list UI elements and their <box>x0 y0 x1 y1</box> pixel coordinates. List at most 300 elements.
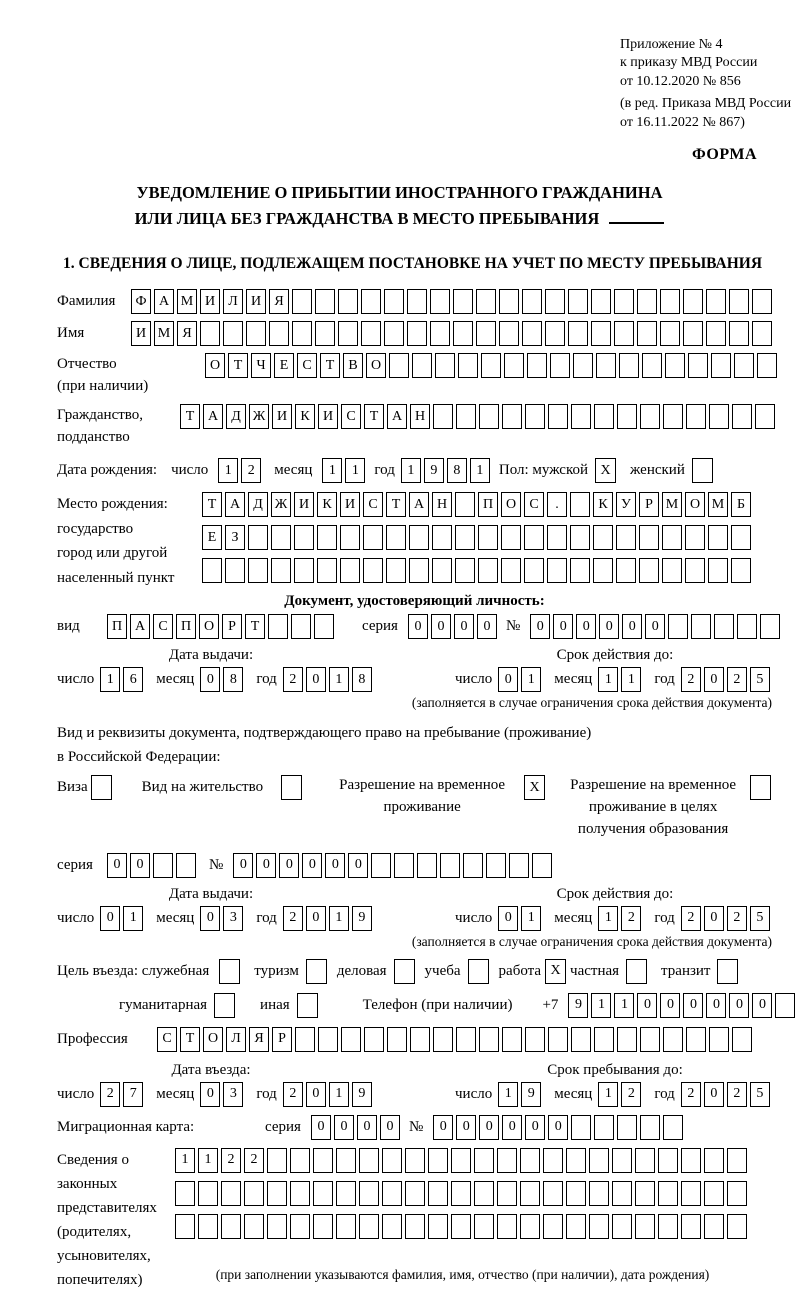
char-cell[interactable]: 0 <box>100 906 120 931</box>
char-cell[interactable] <box>593 558 613 583</box>
char-cell[interactable] <box>665 353 685 378</box>
char-cell[interactable] <box>291 614 311 639</box>
char-cell[interactable] <box>640 1115 660 1140</box>
char-cell[interactable]: К <box>593 492 613 517</box>
char-cell[interactable] <box>451 1214 471 1239</box>
char-cell[interactable] <box>248 525 268 550</box>
char-cell[interactable] <box>451 1148 471 1173</box>
char-cell[interactable]: 0 <box>683 993 703 1018</box>
char-cell[interactable]: 1 <box>521 906 541 931</box>
char-cell[interactable] <box>432 525 452 550</box>
char-cell[interactable]: 0 <box>704 1082 724 1107</box>
char-cell[interactable]: Д <box>226 404 246 429</box>
char-cell[interactable] <box>497 1181 517 1206</box>
char-cell[interactable]: Т <box>180 404 200 429</box>
stay-issue-day-cells[interactable] <box>100 906 146 931</box>
char-cell[interactable]: Т <box>364 404 384 429</box>
char-cell[interactable] <box>428 1214 448 1239</box>
char-cell[interactable] <box>568 321 588 346</box>
char-cell[interactable] <box>663 404 683 429</box>
char-cell[interactable] <box>731 525 751 550</box>
char-cell[interactable]: Я <box>269 289 289 314</box>
char-cell[interactable] <box>589 1148 609 1173</box>
char-cell[interactable] <box>691 614 711 639</box>
char-cell[interactable] <box>591 289 611 314</box>
char-cell[interactable]: 2 <box>283 1082 303 1107</box>
char-cell[interactable]: 0 <box>306 1082 326 1107</box>
char-cell[interactable]: 1 <box>498 1082 518 1107</box>
profession-cells[interactable] <box>157 1027 755 1052</box>
char-cell[interactable] <box>292 321 312 346</box>
stay-series-cells[interactable] <box>107 853 199 878</box>
surname-cells[interactable] <box>131 289 775 314</box>
char-cell[interactable]: 1 <box>100 667 120 692</box>
char-cell[interactable]: 3 <box>223 1082 243 1107</box>
char-cell[interactable] <box>455 525 475 550</box>
char-cell[interactable] <box>639 525 659 550</box>
char-cell[interactable]: Я <box>177 321 197 346</box>
char-cell[interactable]: С <box>363 492 383 517</box>
char-cell[interactable] <box>175 1214 195 1239</box>
char-cell[interactable]: 2 <box>681 906 701 931</box>
char-cell[interactable]: Е <box>274 353 294 378</box>
char-cell[interactable]: 8 <box>447 458 467 483</box>
char-cell[interactable] <box>223 321 243 346</box>
char-cell[interactable]: 0 <box>357 1115 377 1140</box>
char-cell[interactable] <box>727 1181 747 1206</box>
char-cell[interactable] <box>635 1214 655 1239</box>
char-cell[interactable] <box>708 525 728 550</box>
char-cell[interactable] <box>729 289 749 314</box>
char-cell[interactable] <box>617 404 637 429</box>
char-cell[interactable]: 2 <box>727 906 747 931</box>
char-cell[interactable]: 0 <box>306 906 326 931</box>
entry-month-cells[interactable] <box>200 1082 246 1107</box>
char-cell[interactable] <box>455 558 475 583</box>
char-cell[interactable] <box>479 404 499 429</box>
char-cell[interactable] <box>428 1148 448 1173</box>
char-cell[interactable] <box>244 1214 264 1239</box>
char-cell[interactable] <box>313 1181 333 1206</box>
purpose-official-checkbox[interactable] <box>219 959 240 984</box>
purpose-private-checkbox[interactable] <box>626 959 647 984</box>
char-cell[interactable] <box>685 558 705 583</box>
birthplace-row2-cells[interactable] <box>202 525 754 550</box>
char-cell[interactable] <box>550 353 570 378</box>
char-cell[interactable] <box>570 558 590 583</box>
char-cell[interactable] <box>317 558 337 583</box>
char-cell[interactable] <box>405 1148 425 1173</box>
char-cell[interactable]: 2 <box>727 1082 747 1107</box>
char-cell[interactable]: 0 <box>279 853 299 878</box>
char-cell[interactable] <box>681 1181 701 1206</box>
char-cell[interactable] <box>198 1214 218 1239</box>
char-cell[interactable]: Р <box>272 1027 292 1052</box>
char-cell[interactable]: 9 <box>521 1082 541 1107</box>
char-cell[interactable] <box>732 404 752 429</box>
char-cell[interactable] <box>478 525 498 550</box>
char-cell[interactable] <box>571 1027 591 1052</box>
edu-permit-checkbox[interactable] <box>750 775 771 800</box>
char-cell[interactable] <box>336 1214 356 1239</box>
char-cell[interactable] <box>474 1148 494 1173</box>
purpose-humanitarian-checkbox[interactable] <box>214 993 235 1018</box>
residence-permit-checkbox[interactable] <box>281 775 302 800</box>
char-cell[interactable] <box>295 1027 315 1052</box>
char-cell[interactable]: 0 <box>704 906 724 931</box>
char-cell[interactable] <box>361 321 381 346</box>
char-cell[interactable] <box>612 1181 632 1206</box>
char-cell[interactable] <box>317 525 337 550</box>
temp-permit-checkbox[interactable]: X <box>524 775 545 800</box>
doc-valid-day-cells[interactable] <box>498 667 544 692</box>
char-cell[interactable]: З <box>225 525 245 550</box>
char-cell[interactable] <box>499 289 519 314</box>
char-cell[interactable] <box>409 525 429 550</box>
birth-year-cells[interactable] <box>401 458 493 483</box>
char-cell[interactable]: 9 <box>568 993 588 1018</box>
char-cell[interactable] <box>340 525 360 550</box>
char-cell[interactable] <box>704 1148 724 1173</box>
char-cell[interactable] <box>704 1214 724 1239</box>
char-cell[interactable]: 2 <box>681 667 701 692</box>
purpose-study-checkbox[interactable] <box>468 959 489 984</box>
char-cell[interactable]: К <box>317 492 337 517</box>
char-cell[interactable]: 0 <box>553 614 573 639</box>
char-cell[interactable] <box>662 525 682 550</box>
char-cell[interactable] <box>570 492 590 517</box>
char-cell[interactable] <box>593 525 613 550</box>
char-cell[interactable] <box>660 289 680 314</box>
char-cell[interactable]: 1 <box>329 667 349 692</box>
char-cell[interactable] <box>455 492 475 517</box>
char-cell[interactable]: А <box>409 492 429 517</box>
char-cell[interactable] <box>708 558 728 583</box>
char-cell[interactable]: 1 <box>329 1082 349 1107</box>
char-cell[interactable]: И <box>200 289 220 314</box>
char-cell[interactable]: 0 <box>107 853 127 878</box>
given-name-cells[interactable] <box>131 321 775 346</box>
char-cell[interactable] <box>568 289 588 314</box>
char-cell[interactable]: С <box>157 1027 177 1052</box>
char-cell[interactable]: Ж <box>249 404 269 429</box>
char-cell[interactable]: 0 <box>660 993 680 1018</box>
citizenship-cells[interactable] <box>180 404 778 429</box>
char-cell[interactable]: 5 <box>750 1082 770 1107</box>
char-cell[interactable] <box>267 1181 287 1206</box>
char-cell[interactable] <box>294 558 314 583</box>
char-cell[interactable] <box>731 558 751 583</box>
char-cell[interactable]: 0 <box>530 614 550 639</box>
char-cell[interactable] <box>711 353 731 378</box>
char-cell[interactable]: 1 <box>198 1148 218 1173</box>
char-cell[interactable]: Р <box>639 492 659 517</box>
char-cell[interactable] <box>594 404 614 429</box>
purpose-business-checkbox[interactable] <box>394 959 415 984</box>
char-cell[interactable] <box>714 614 734 639</box>
doc-number-cells[interactable] <box>530 614 783 639</box>
char-cell[interactable] <box>737 614 757 639</box>
char-cell[interactable] <box>566 1181 586 1206</box>
char-cell[interactable] <box>463 853 483 878</box>
char-cell[interactable] <box>566 1214 586 1239</box>
char-cell[interactable]: 0 <box>256 853 276 878</box>
char-cell[interactable] <box>478 558 498 583</box>
representatives-row3-cells[interactable] <box>175 1214 750 1239</box>
char-cell[interactable] <box>706 321 726 346</box>
char-cell[interactable]: 8 <box>223 667 243 692</box>
char-cell[interactable]: 0 <box>431 614 451 639</box>
char-cell[interactable] <box>573 353 593 378</box>
char-cell[interactable]: 1 <box>621 667 641 692</box>
representatives-row1-cells[interactable] <box>175 1148 750 1173</box>
char-cell[interactable] <box>663 1115 683 1140</box>
doc-issue-day-cells[interactable] <box>100 667 146 692</box>
char-cell[interactable]: 2 <box>100 1082 120 1107</box>
char-cell[interactable] <box>704 1181 724 1206</box>
char-cell[interactable]: О <box>501 492 521 517</box>
char-cell[interactable] <box>594 1115 614 1140</box>
char-cell[interactable] <box>384 289 404 314</box>
stay-issue-month-cells[interactable] <box>200 906 246 931</box>
char-cell[interactable]: 2 <box>241 458 261 483</box>
char-cell[interactable]: 1 <box>598 906 618 931</box>
patronymic-cells[interactable] <box>205 353 780 378</box>
char-cell[interactable]: 9 <box>352 906 372 931</box>
char-cell[interactable] <box>481 353 501 378</box>
char-cell[interactable]: 0 <box>325 853 345 878</box>
char-cell[interactable] <box>428 1181 448 1206</box>
char-cell[interactable] <box>386 558 406 583</box>
char-cell[interactable] <box>394 853 414 878</box>
char-cell[interactable]: 6 <box>123 667 143 692</box>
char-cell[interactable]: 5 <box>750 906 770 931</box>
char-cell[interactable] <box>522 289 542 314</box>
char-cell[interactable] <box>520 1148 540 1173</box>
char-cell[interactable] <box>290 1181 310 1206</box>
char-cell[interactable] <box>410 1027 430 1052</box>
birthplace-row3-cells[interactable] <box>202 558 754 583</box>
char-cell[interactable]: В <box>343 353 363 378</box>
char-cell[interactable] <box>176 853 196 878</box>
char-cell[interactable]: 2 <box>621 1082 641 1107</box>
char-cell[interactable]: 1 <box>345 458 365 483</box>
char-cell[interactable] <box>198 1181 218 1206</box>
char-cell[interactable] <box>417 853 437 878</box>
char-cell[interactable]: 0 <box>200 1082 220 1107</box>
char-cell[interactable]: 0 <box>408 614 428 639</box>
doc-kind-cells[interactable] <box>107 614 337 639</box>
char-cell[interactable] <box>451 1181 471 1206</box>
char-cell[interactable] <box>387 1027 407 1052</box>
phone-cells[interactable] <box>568 993 798 1018</box>
char-cell[interactable] <box>637 321 657 346</box>
char-cell[interactable]: Т <box>320 353 340 378</box>
char-cell[interactable] <box>456 1027 476 1052</box>
char-cell[interactable]: П <box>107 614 127 639</box>
char-cell[interactable] <box>732 1027 752 1052</box>
purpose-transit-checkbox[interactable] <box>717 959 738 984</box>
char-cell[interactable] <box>430 289 450 314</box>
char-cell[interactable] <box>271 558 291 583</box>
char-cell[interactable] <box>596 353 616 378</box>
char-cell[interactable] <box>658 1181 678 1206</box>
char-cell[interactable] <box>341 1027 361 1052</box>
char-cell[interactable]: 2 <box>283 667 303 692</box>
char-cell[interactable]: 9 <box>424 458 444 483</box>
char-cell[interactable]: 0 <box>622 614 642 639</box>
char-cell[interactable] <box>525 404 545 429</box>
char-cell[interactable] <box>617 1027 637 1052</box>
birth-day-cells[interactable] <box>218 458 264 483</box>
char-cell[interactable]: 0 <box>706 993 726 1018</box>
char-cell[interactable]: О <box>205 353 225 378</box>
char-cell[interactable]: 0 <box>479 1115 499 1140</box>
char-cell[interactable] <box>384 321 404 346</box>
char-cell[interactable] <box>221 1181 241 1206</box>
char-cell[interactable]: 5 <box>750 667 770 692</box>
char-cell[interactable] <box>435 353 455 378</box>
stay-valid-year-cells[interactable] <box>681 906 773 931</box>
char-cell[interactable]: 0 <box>704 667 724 692</box>
char-cell[interactable] <box>244 1181 264 1206</box>
char-cell[interactable]: 2 <box>621 906 641 931</box>
char-cell[interactable]: 2 <box>283 906 303 931</box>
char-cell[interactable] <box>382 1181 402 1206</box>
char-cell[interactable] <box>635 1181 655 1206</box>
char-cell[interactable] <box>688 353 708 378</box>
char-cell[interactable]: Л <box>223 289 243 314</box>
char-cell[interactable] <box>364 1027 384 1052</box>
char-cell[interactable]: 1 <box>598 667 618 692</box>
char-cell[interactable] <box>382 1214 402 1239</box>
char-cell[interactable] <box>545 289 565 314</box>
char-cell[interactable] <box>497 1148 517 1173</box>
char-cell[interactable] <box>686 1027 706 1052</box>
char-cell[interactable] <box>548 1027 568 1052</box>
char-cell[interactable] <box>752 289 772 314</box>
char-cell[interactable]: 0 <box>477 614 497 639</box>
char-cell[interactable]: 0 <box>456 1115 476 1140</box>
char-cell[interactable] <box>433 1027 453 1052</box>
char-cell[interactable] <box>486 853 506 878</box>
sex-female-checkbox[interactable] <box>692 458 713 483</box>
char-cell[interactable] <box>668 614 688 639</box>
char-cell[interactable]: . <box>547 492 567 517</box>
char-cell[interactable]: 0 <box>311 1115 331 1140</box>
char-cell[interactable]: Н <box>410 404 430 429</box>
char-cell[interactable] <box>476 321 496 346</box>
char-cell[interactable]: У <box>616 492 636 517</box>
char-cell[interactable]: А <box>130 614 150 639</box>
char-cell[interactable]: 0 <box>498 667 518 692</box>
char-cell[interactable]: 1 <box>329 906 349 931</box>
char-cell[interactable] <box>685 525 705 550</box>
char-cell[interactable] <box>752 321 772 346</box>
char-cell[interactable] <box>757 353 777 378</box>
birthplace-row1-cells[interactable] <box>202 492 754 517</box>
char-cell[interactable] <box>315 289 335 314</box>
purpose-work-checkbox[interactable]: X <box>545 959 566 984</box>
char-cell[interactable] <box>525 1027 545 1052</box>
char-cell[interactable] <box>566 1148 586 1173</box>
char-cell[interactable] <box>543 1214 563 1239</box>
char-cell[interactable]: 1 <box>614 993 634 1018</box>
char-cell[interactable] <box>571 404 591 429</box>
char-cell[interactable]: И <box>272 404 292 429</box>
char-cell[interactable] <box>617 1115 637 1140</box>
char-cell[interactable] <box>520 1181 540 1206</box>
char-cell[interactable] <box>709 404 729 429</box>
char-cell[interactable]: 0 <box>130 853 150 878</box>
char-cell[interactable] <box>706 289 726 314</box>
char-cell[interactable]: С <box>524 492 544 517</box>
char-cell[interactable] <box>635 1148 655 1173</box>
char-cell[interactable]: Ч <box>251 353 271 378</box>
char-cell[interactable] <box>290 1214 310 1239</box>
char-cell[interactable]: Т <box>228 353 248 378</box>
char-cell[interactable]: О <box>199 614 219 639</box>
char-cell[interactable]: И <box>294 492 314 517</box>
char-cell[interactable] <box>359 1214 379 1239</box>
char-cell[interactable]: 0 <box>637 993 657 1018</box>
char-cell[interactable] <box>497 1214 517 1239</box>
char-cell[interactable]: С <box>341 404 361 429</box>
char-cell[interactable]: 9 <box>352 1082 372 1107</box>
char-cell[interactable]: 0 <box>200 906 220 931</box>
doc-issue-year-cells[interactable] <box>283 667 375 692</box>
char-cell[interactable]: П <box>478 492 498 517</box>
char-cell[interactable] <box>686 404 706 429</box>
char-cell[interactable]: 0 <box>200 667 220 692</box>
char-cell[interactable] <box>775 993 795 1018</box>
char-cell[interactable]: К <box>295 404 315 429</box>
char-cell[interactable] <box>268 614 288 639</box>
char-cell[interactable] <box>359 1148 379 1173</box>
char-cell[interactable]: 3 <box>223 906 243 931</box>
char-cell[interactable] <box>318 1027 338 1052</box>
char-cell[interactable] <box>589 1214 609 1239</box>
char-cell[interactable] <box>532 853 552 878</box>
char-cell[interactable] <box>430 321 450 346</box>
char-cell[interactable] <box>246 321 266 346</box>
char-cell[interactable]: 1 <box>591 993 611 1018</box>
char-cell[interactable]: Б <box>731 492 751 517</box>
char-cell[interactable] <box>225 558 245 583</box>
char-cell[interactable] <box>639 558 659 583</box>
char-cell[interactable] <box>405 1181 425 1206</box>
char-cell[interactable] <box>363 525 383 550</box>
char-cell[interactable] <box>616 558 636 583</box>
char-cell[interactable]: Ф <box>131 289 151 314</box>
char-cell[interactable] <box>340 558 360 583</box>
char-cell[interactable] <box>658 1214 678 1239</box>
char-cell[interactable] <box>502 404 522 429</box>
char-cell[interactable] <box>502 1027 522 1052</box>
char-cell[interactable] <box>509 853 529 878</box>
char-cell[interactable] <box>499 321 519 346</box>
char-cell[interactable]: 0 <box>302 853 322 878</box>
char-cell[interactable] <box>520 1214 540 1239</box>
char-cell[interactable] <box>614 321 634 346</box>
entry-year-cells[interactable] <box>283 1082 375 1107</box>
migration-number-cells[interactable] <box>433 1115 686 1140</box>
char-cell[interactable] <box>248 558 268 583</box>
char-cell[interactable] <box>663 1027 683 1052</box>
char-cell[interactable] <box>409 558 429 583</box>
char-cell[interactable]: Т <box>180 1027 200 1052</box>
stay-until-year-cells[interactable] <box>681 1082 773 1107</box>
